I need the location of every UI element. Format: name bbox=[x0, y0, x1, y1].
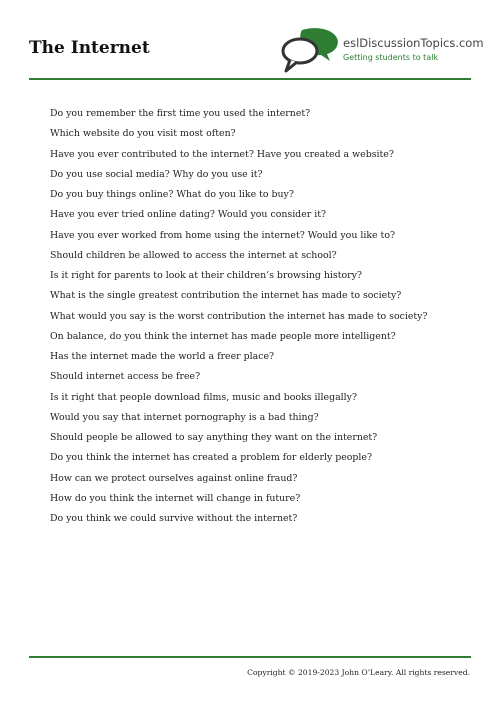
question-text: Do you think the internet has created a problem for elderly people? bbox=[50, 452, 372, 464]
question-text: Have you ever worked from home using the internet? Would you like to? bbox=[50, 229, 395, 241]
question-text: On balance, do you think the internet has made people more intelligent? bbox=[50, 330, 396, 342]
question-text: Should children be allowed to access the internet at school? bbox=[50, 249, 337, 261]
question-text: Should people be allowed to say anything they want on the internet? bbox=[50, 432, 378, 443]
question-text: Do you remember the first time you used the internet? bbox=[50, 108, 311, 119]
question-text: Which website do you visit most often? bbox=[50, 128, 236, 140]
copyright-notice: Copyright © 2019-2023 John O’Leary. All rights reserved. bbox=[247, 668, 470, 677]
page-title: The Internet bbox=[29, 38, 150, 58]
question-text: Is it right for parents to look at their children’s browsing history? bbox=[50, 270, 362, 281]
question-text: Should internet access be free? bbox=[50, 371, 201, 383]
brand-tagline: Getting students to talk bbox=[343, 53, 439, 62]
question-text: Has the internet made the world a freer place? bbox=[50, 351, 275, 362]
question-text: How can we protect ourselves against online fraud? bbox=[50, 472, 298, 484]
question-text: Have you ever contributed to the internet? Have you created a website? bbox=[50, 148, 394, 160]
speech-bubbles-icon bbox=[280, 27, 342, 75]
question-text: Do you buy things online? What do you like to buy? bbox=[50, 189, 294, 200]
question-text: Would you say that internet pornography is a bad thing? bbox=[50, 411, 319, 423]
question-text: Do you use social media? Why do you use it? bbox=[50, 168, 263, 180]
question-text: How do you think the internet will change in future? bbox=[50, 492, 301, 504]
question-text: What is the single greatest contribution the internet has made to society? bbox=[50, 290, 402, 302]
question-text: Do you think we could survive without the internet? bbox=[50, 513, 298, 524]
brand-name: eslDiscussionTopics.com bbox=[343, 36, 484, 50]
question-text: What would you say is the worst contribution the internet has made to society? bbox=[50, 310, 428, 322]
site-logo bbox=[280, 27, 484, 77]
header-divider bbox=[29, 78, 471, 80]
question-text: Have you ever tried online dating? Would you consider it? bbox=[50, 209, 326, 221]
question-text: Is it right that people download films, music and books illegally? bbox=[50, 391, 357, 403]
footer-divider bbox=[29, 656, 471, 658]
